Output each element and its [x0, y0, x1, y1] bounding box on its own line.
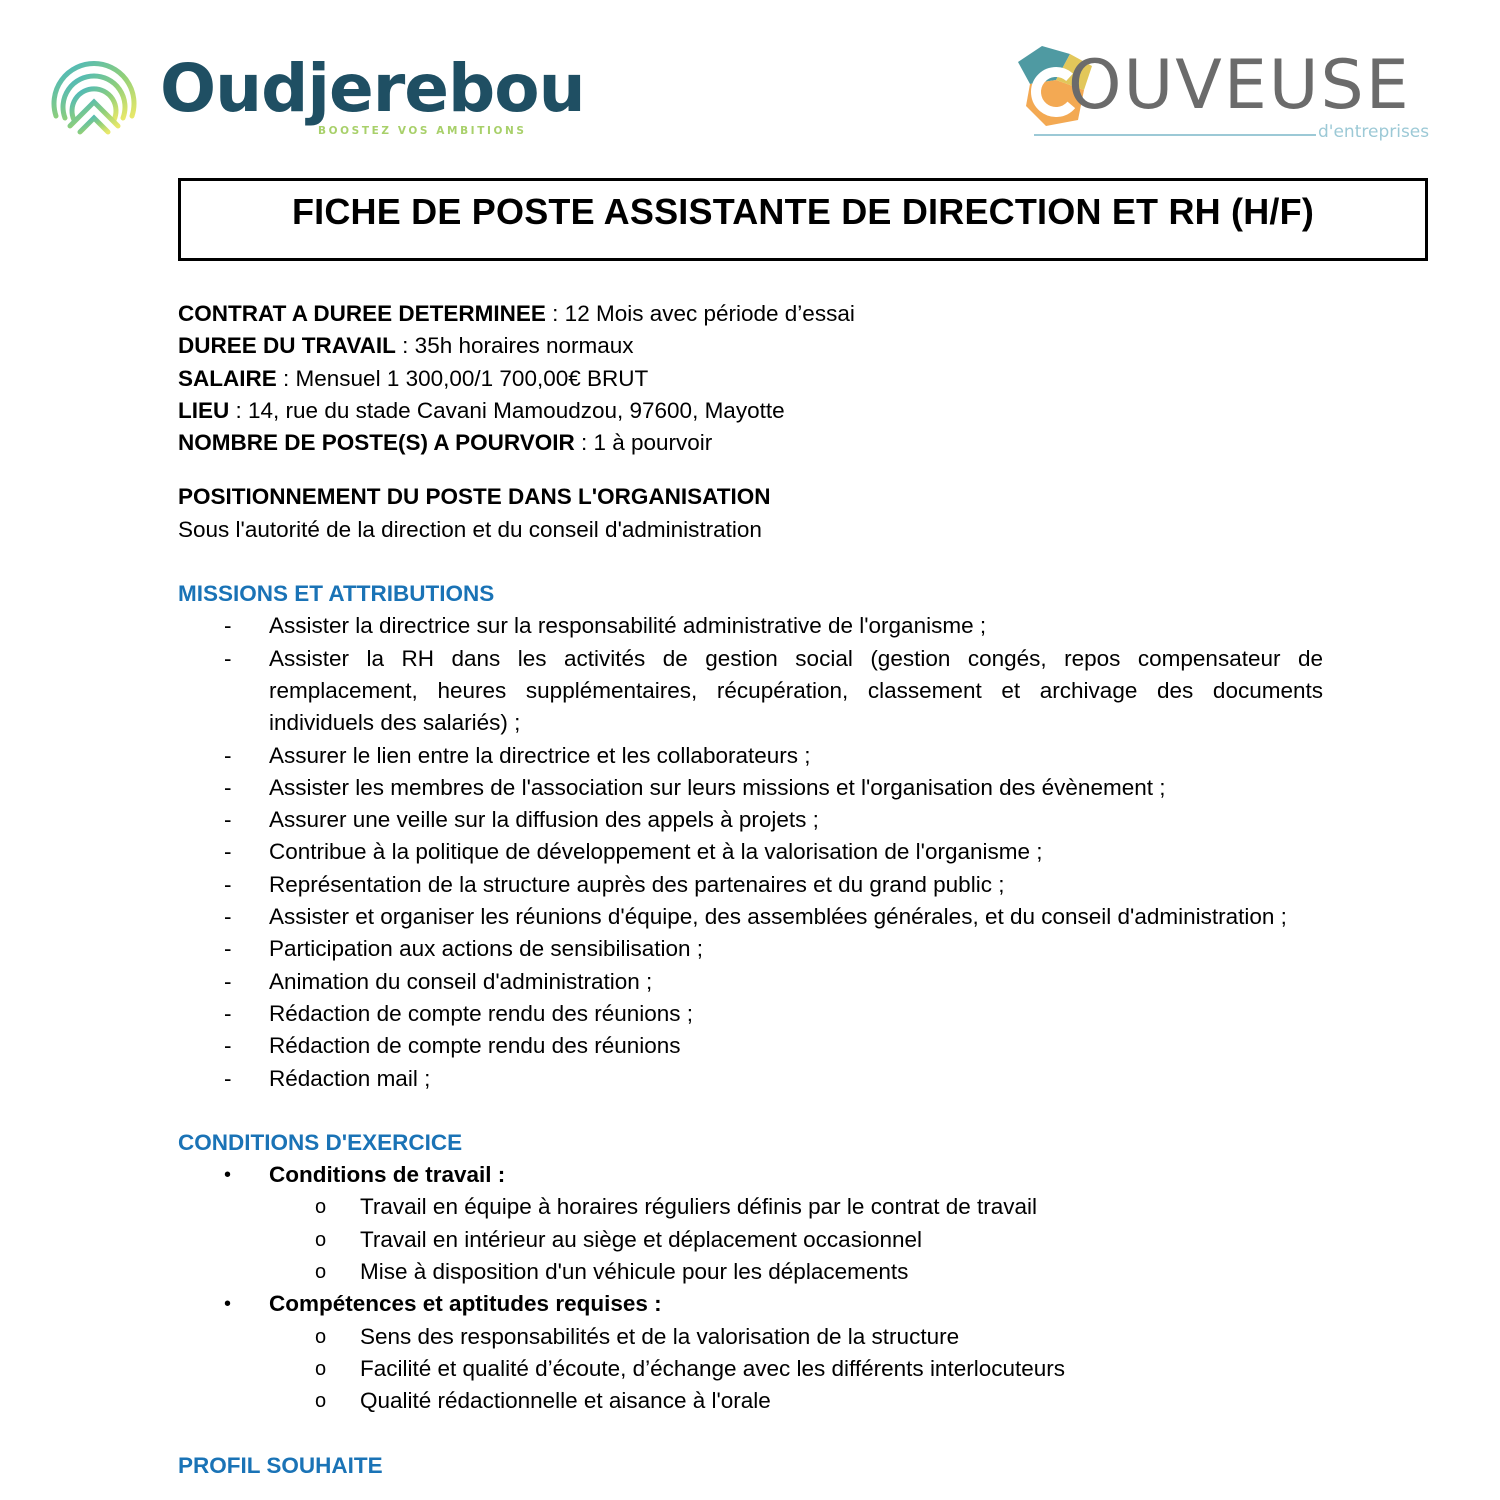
logo-left-tagline: BOOSTEZ VOS AMBITIONS — [318, 125, 527, 137]
fingerprint-arch-logo-icon — [48, 46, 140, 136]
logo-right-underline — [1034, 134, 1316, 136]
list-item — [178, 1191, 1323, 1223]
page-header — [0, 0, 1500, 170]
info-label: DUREE DU TRAVAIL — [178, 333, 396, 359]
circle-marker: o — [315, 1357, 327, 1380]
list-item — [178, 998, 1323, 1030]
mission-text: Assurer le lien entre la directrice et les collaborateurs ; — [269, 742, 811, 768]
conditions-group-title: Conditions de travail : — [269, 1162, 506, 1188]
condition-text: Travail en intérieur au siège et déplacement occasionnel — [360, 1226, 922, 1252]
list-item — [178, 966, 1323, 998]
list-item — [178, 740, 1323, 772]
missions-heading: MISSIONS ET ATTRIBUTIONS — [178, 581, 495, 607]
list-item — [178, 1353, 1323, 1385]
dash-marker: - — [224, 645, 232, 671]
info-value: : Mensuel 1 300,00/1 700,00€ BRUT — [276, 365, 649, 391]
info-label: CONTRAT A DUREE DETERMINEE — [178, 301, 546, 326]
conditions-sublist — [269, 1321, 1323, 1418]
info-value: : 35h horaires normaux — [395, 333, 634, 359]
circle-marker: o — [315, 1261, 327, 1284]
positionnement-heading: POSITIONNEMENT DU POSTE DANS L'ORGANISATION — [178, 484, 771, 510]
logo-left-wordmark: Oudjerebou — [160, 50, 585, 127]
oudjerebou-logo — [48, 46, 585, 146]
bullet-marker: • — [224, 1164, 232, 1187]
dash-marker: - — [224, 968, 232, 994]
mission-text: Assister et organiser les réunions d'équipe, des assemblées générales, et du conseil d'administration ; — [269, 904, 1287, 930]
list-item — [178, 1321, 1323, 1353]
dash-marker: - — [224, 1065, 232, 1091]
logo-right-wordmark: OUVEUSE — [1068, 46, 1411, 125]
mission-text: Représentation de la structure auprès des partenaires et du grand public ; — [269, 871, 1005, 897]
logo-right-tagline: d'entreprises — [1318, 122, 1430, 142]
document-body — [178, 298, 1323, 1482]
list-item — [178, 610, 1323, 642]
info-positions — [178, 427, 1323, 459]
dash-marker: - — [224, 774, 232, 800]
condition-text: Travail en équipe à horaires réguliers définis par le contrat de travail — [360, 1194, 1038, 1220]
list-item — [178, 1030, 1323, 1062]
missions-list — [178, 610, 1323, 1094]
list-item — [178, 804, 1323, 836]
condition-text: Sens des responsabilités et de la valorisation de la structure — [360, 1323, 960, 1349]
mission-text: Rédaction mail ; — [269, 1065, 431, 1091]
title-box — [178, 178, 1428, 261]
info-contract — [178, 298, 1323, 330]
mission-text: Animation du conseil d'administration ; — [269, 968, 653, 994]
circle-marker: o — [315, 1325, 327, 1348]
condition-text: Facilité et qualité d’écoute, d’échange avec les différents interlocuteurs — [360, 1355, 1066, 1381]
bullet-marker: • — [224, 1293, 232, 1316]
circle-marker: o — [315, 1228, 327, 1251]
circle-marker: o — [315, 1196, 327, 1219]
info-value: : 12 Mois avec période d’essai — [545, 301, 855, 326]
list-item — [178, 643, 1323, 740]
profil-heading: PROFIL SOUHAITE — [178, 1452, 383, 1478]
page-title: FICHE DE POSTE ASSISTANTE DE DIRECTION ET RH (H/F) — [291, 191, 1315, 232]
mission-text: Assister les membres de l'association sur leurs missions et l'organisation des évènement ; — [269, 774, 1166, 800]
conditions-heading: CONDITIONS D'EXERCICE — [178, 1129, 463, 1155]
dash-marker: - — [224, 1000, 232, 1026]
conditions-list — [178, 1159, 1323, 1417]
dash-marker: - — [224, 904, 232, 930]
mission-text: Contribue à la politique de développement et à la valorisation de l'organisme ; — [269, 839, 1043, 865]
list-item — [178, 1224, 1323, 1256]
info-label: LIEU — [178, 397, 230, 423]
info-label: SALAIRE — [178, 365, 277, 391]
conditions-group-title: Compétences et aptitudes requises : — [269, 1291, 662, 1317]
list-item — [178, 1288, 1323, 1417]
mission-text: Rédaction de compte rendu des réunions — [269, 1033, 681, 1059]
conditions-sublist — [269, 1191, 1323, 1288]
dash-marker: - — [224, 742, 232, 768]
mission-text: Assister la RH dans les activités de gestion social (gestion congés, repos compensateur de remplacement, heures supplémentaires, récupération, classement et archivage des documents individuels des salariés) ; — [269, 645, 1323, 736]
dash-marker: - — [224, 807, 232, 833]
list-item — [178, 1063, 1323, 1095]
dash-marker: - — [224, 936, 232, 962]
info-value: : 1 à pourvoir — [574, 430, 713, 456]
dash-marker: - — [224, 839, 232, 865]
positionnement-text: Sous l'autorité de la direction et du conseil d'administration — [178, 516, 762, 542]
mission-text: Assister la directrice sur la responsabilité administrative de l'organisme ; — [269, 613, 987, 639]
list-item — [178, 772, 1323, 804]
info-duration — [178, 330, 1323, 362]
list-item — [178, 901, 1323, 933]
condition-text: Qualité rédactionnelle et aisance à l'orale — [360, 1388, 771, 1414]
dash-marker: - — [224, 871, 232, 897]
list-item — [178, 869, 1323, 901]
mission-text: Participation aux actions de sensibilisation ; — [269, 936, 703, 962]
couveuse-logo — [1012, 40, 1458, 150]
info-location — [178, 395, 1323, 427]
circle-marker: o — [315, 1390, 327, 1413]
info-salary — [178, 363, 1323, 395]
info-value: : 14, rue du stade Cavani Mamoudzou, 97600, Mayotte — [229, 397, 785, 423]
dash-marker: - — [224, 1033, 232, 1059]
list-item — [178, 933, 1323, 965]
mission-text: Assurer une veille sur la diffusion des appels à projets ; — [269, 807, 819, 833]
list-item — [178, 1385, 1323, 1417]
info-label: NOMBRE DE POSTE(S) A POURVOIR — [178, 430, 575, 456]
mission-text: Rédaction de compte rendu des réunions ; — [269, 1000, 694, 1026]
list-item — [178, 1256, 1323, 1288]
condition-text: Mise à disposition d'un véhicule pour les déplacements — [360, 1259, 909, 1285]
list-item — [178, 836, 1323, 868]
dash-marker: - — [224, 613, 232, 639]
list-item — [178, 1159, 1323, 1288]
